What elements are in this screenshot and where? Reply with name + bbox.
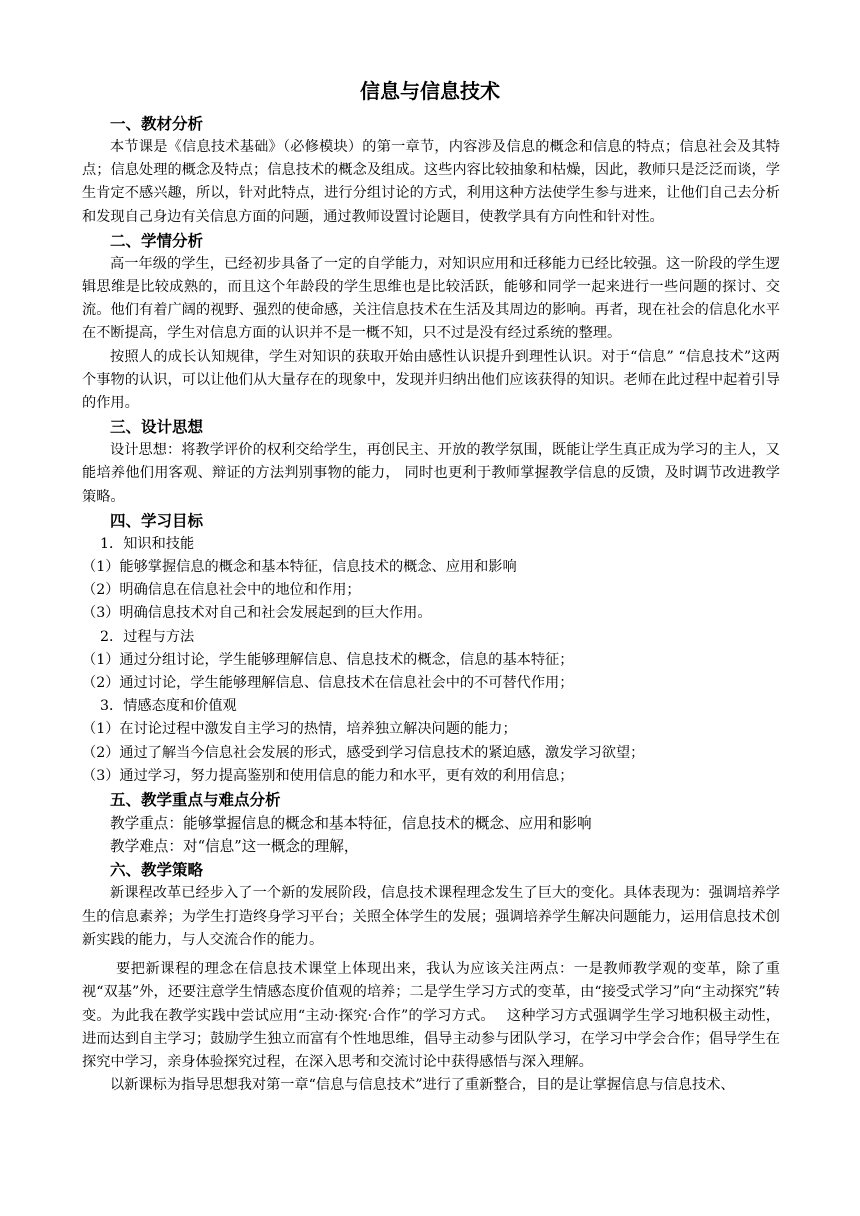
goal-group-title: 1．知识和技能 bbox=[100, 535, 195, 552]
key-point: 教学重点：能够掌握信息的概念和基本特征，信息技术的概念、应用和影响 bbox=[110, 815, 592, 833]
section-heading-teaching-strategy: 六、教学策略 bbox=[110, 861, 204, 880]
list-item: （3）明确信息技术对自己和社会发展起到的巨大作用。 bbox=[82, 605, 432, 622]
paragraph: 高一年级的学生，已经初步具备了一定的自学能力，对知识应用和迁移能力已经比较强。这一阶段的学生逻辑思维是比较成熟的，而且这个年龄段的学生思维也是比较活跃，能够和同学一起来进行一些问题的探讨、交流。他们有着广阔的视野、强烈的使命感，关注信息技术在生活及其周边的影响。再者，现在社会的信息化水平在不断提高，学生对信息方面的认识并不是一概不知，只不过是没有经过系统的整理。 bbox=[82, 255, 780, 342]
list-item: （3）通过学习，努力提高鉴别和使用信息的能力和水平，更有效的利用信息； bbox=[82, 767, 574, 784]
paragraph: 以新课标为指导思想我对第一章“信息与信息技术”进行了重新整合，目的是让掌握信息与信息技术、 bbox=[110, 1077, 735, 1094]
list-item: （2）通过了解当今信息社会发展的形式，感受到学习信息技术的紧迫感，激发学习欲望； bbox=[82, 744, 645, 761]
goal-group-title: 2．过程与方法 bbox=[100, 628, 195, 645]
paragraph: 新课程改革已经步入了一个新的发展阶段，信息技术课程理念发生了巨大的变化。具体表现为：强调培养学生的信息素养；为学生打造终身学习平台；关照全体学生的发展；强调培养学生解决问题能力，运用信息技术创新实践的能力，与人交流合作的能力。 bbox=[82, 885, 780, 948]
list-item: （1）通过分组讨论，学生能够理解信息、信息技术的概念，信息的基本特征； bbox=[82, 651, 574, 668]
section-heading-learning-goals: 四、学习目标 bbox=[110, 511, 204, 530]
goal-group-title: 3．情感态度和价值观 bbox=[100, 698, 237, 715]
paragraph: 要把新课程的理念在信息技术课堂上体现出来，我认为应该关注两点：一是教师教学观的变革，除了重视“双基”外，还要注意学生情感态度价值观的培养；二是学生学习方式的变革，由“接受式学习”向“主动探究”转变。为此我在教学实践中尝试应用“主动·探究·合作”的学习方式。 这种学习方式强调学生学习地积极主动性，进而达到自主学习；鼓励学生独立而富有个性地思维，倡导主动参与团队学习，在学习中学会合作；倡导学生在探究中学习，亲身体验探究过程，在深入思考和交流讨论中获得感悟与深入理解。 bbox=[82, 961, 780, 1070]
paragraph: 本节课是《信息技术基础》（必修模块）的第一章节，内容涉及信息的概念和信息的特点；信息社会及其特点；信息处理的概念及特点；信息技术的概念及组成。这些内容比较抽象和枯燥，因此，教师只是泛泛而谈，学生肯定不感兴趣，所以，针对此特点，进行分组讨论的方式，利用这种方法使学生参与进来，让他们自己去分析和发现自己身边有关信息方面的问题，通过教师设置讨论题目，使教学具有方向性和针对性。 bbox=[82, 139, 780, 225]
section-heading-key-points: 五、教学重点与难点分析 bbox=[110, 791, 281, 810]
list-item: （1）在讨论过程中激发自主学习的热情，培养独立解决问题的能力； bbox=[82, 721, 517, 738]
section-heading-student-analysis: 二、学情分析 bbox=[110, 231, 204, 250]
list-item: （1）能够掌握信息的概念和基本特征，信息技术的概念、应用和影响 bbox=[82, 559, 517, 576]
document-body bbox=[82, 112, 780, 1097]
section-heading-design-idea: 三、设计思想 bbox=[110, 418, 204, 437]
list-item: （2）明确信息在信息社会中的地位和作用； bbox=[82, 582, 361, 599]
paragraph: 设计思想：将教学评价的权利交给学生，再创民主、开放的教学氛围，既能让学生真正成为学习的主人，又能培养他们用客观、辩证的方法判别事物的能力， 同时也更利于教师掌握教学信息的反馈，及时调节改进教学策略。 bbox=[82, 442, 780, 505]
paragraph: 按照人的成长认知规律，学生对知识的获取开始由感性认识提升到理性认识。对于“信息” “信息技术”这两个事物的认识，可以让他们从大量存在的现象中，发现并归纳出他们应该获得的知识。老师在此过程中起着引导的作用。 bbox=[82, 348, 780, 412]
list-item: （2）通过讨论，学生能够理解信息、信息技术在信息社会中的不可替代作用； bbox=[82, 675, 574, 692]
section-heading-textbook-analysis: 一、教材分析 bbox=[110, 115, 204, 133]
difficult-point: 教学难点：对“信息”这一概念的理解， bbox=[110, 838, 359, 856]
page-title: 信息与信息技术 bbox=[360, 79, 500, 103]
